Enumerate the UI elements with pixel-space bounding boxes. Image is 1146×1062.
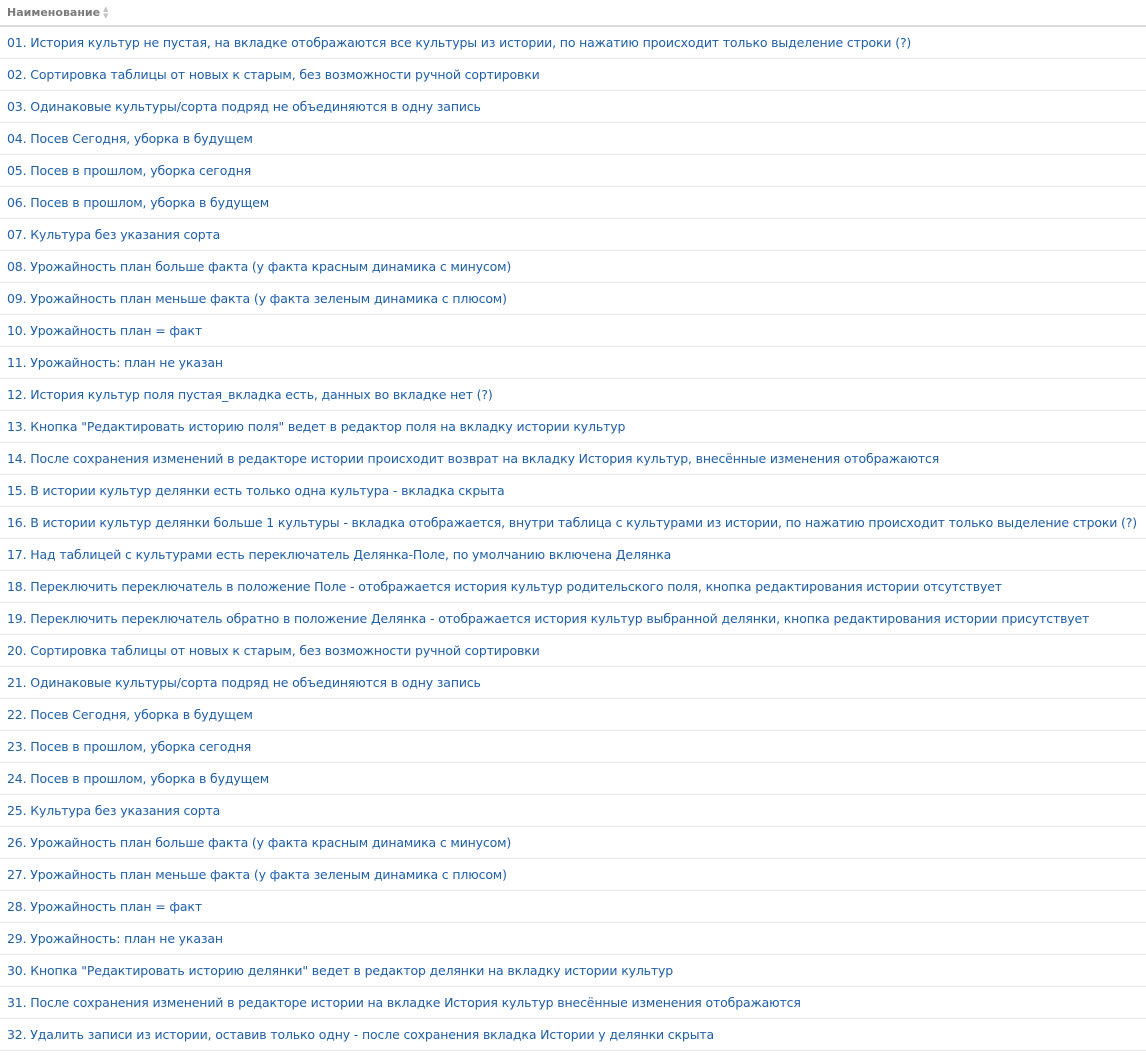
test-case-link[interactable]: 13. Кнопка "Редактировать историю поля" ведет в редактор поля на вкладку истории культур: [7, 419, 626, 434]
table-row[interactable]: [0, 443, 1146, 475]
test-case-link[interactable]: 30. Кнопка "Редактировать историю делянки" ведет в редактор делянки на вкладку истории культур: [7, 963, 674, 978]
table-row[interactable]: [0, 1019, 1146, 1051]
table-row[interactable]: [0, 635, 1146, 667]
test-case-link[interactable]: 28. Урожайность план = факт: [7, 899, 202, 914]
test-case-link[interactable]: 02. Сортировка таблицы от новых к старым, без возможности ручной сортировки: [7, 67, 540, 82]
test-case-link[interactable]: 21. Одинаковые культуры/сорта подряд не объединяются в одну запись: [7, 675, 481, 690]
table-row[interactable]: [0, 667, 1146, 699]
table-row[interactable]: [0, 219, 1146, 251]
table-row[interactable]: [0, 27, 1146, 59]
test-case-link[interactable]: 09. Урожайность план меньше факта (у факта зеленым динамика с плюсом): [7, 291, 507, 306]
table-row[interactable]: [0, 251, 1146, 283]
test-case-link[interactable]: 22. Посев Сегодня, уборка в будущем: [7, 707, 253, 722]
table-row[interactable]: [0, 987, 1146, 1019]
test-case-link[interactable]: 04. Посев Сегодня, уборка в будущем: [7, 131, 253, 146]
table-header: [0, 0, 1146, 27]
test-case-link[interactable]: 19. Переключить переключатель обратно в положение Делянка - отображается история культур выбранной делянки, кнопка редактирования истории присутствует: [7, 611, 1090, 626]
test-case-link[interactable]: 15. В истории культур делянки есть только одна культура - вкладка скрыта: [7, 483, 505, 498]
test-case-link[interactable]: 17. Над таблицей с культурами есть переключатель Делянка-Поле, по умолчанию включена Делянка: [7, 547, 672, 562]
column-header-name[interactable]: Наименование: [7, 6, 101, 19]
test-case-link[interactable]: 23. Посев в прошлом, уборка сегодня: [7, 739, 252, 754]
table-row[interactable]: [0, 731, 1146, 763]
table-row[interactable]: [0, 123, 1146, 155]
table-row[interactable]: [0, 411, 1146, 443]
test-case-link[interactable]: 05. Посев в прошлом, уборка сегодня: [7, 163, 252, 178]
test-case-link[interactable]: 07. Культура без указания сорта: [7, 227, 221, 242]
test-case-link[interactable]: 29. Урожайность: план не указан: [7, 931, 223, 946]
sort-icon[interactable]: ▲ ▼: [103, 4, 109, 20]
test-case-link[interactable]: 11. Урожайность: план не указан: [7, 355, 223, 370]
test-case-link[interactable]: 01. История культур не пустая, на вкладке отображаются все культуры из истории, по нажатию происходит только выделение строки (?): [7, 35, 912, 50]
table-row[interactable]: [0, 379, 1146, 411]
test-case-link[interactable]: 10. Урожайность план = факт: [7, 323, 202, 338]
test-case-link[interactable]: 14. После сохранения изменений в редакторе истории происходит возврат на вкладку История культур, внесённые изменения отображаются: [7, 451, 940, 466]
table-row[interactable]: [0, 699, 1146, 731]
table-row[interactable]: [0, 475, 1146, 507]
table-row[interactable]: [0, 763, 1146, 795]
test-case-link[interactable]: 32. Удалить записи из истории, оставив только одну - после сохранения вкладка Истории у делянки скрыта: [7, 1027, 715, 1042]
test-case-link[interactable]: 06. Посев в прошлом, уборка в будущем: [7, 195, 270, 210]
table-row[interactable]: [0, 347, 1146, 379]
test-case-link[interactable]: 20. Сортировка таблицы от новых к старым, без возможности ручной сортировки: [7, 643, 540, 658]
test-case-link[interactable]: 18. Переключить переключатель в положение Поле - отображается история культур родительского поля, кнопка редактирования истории отсутствует: [7, 579, 1002, 594]
table-row[interactable]: [0, 187, 1146, 219]
table-row[interactable]: [0, 923, 1146, 955]
test-case-link[interactable]: 25. Культура без указания сорта: [7, 803, 221, 818]
test-case-link[interactable]: 08. Урожайность план больше факта (у факта красным динамика с минусом): [7, 259, 512, 274]
table-row[interactable]: [0, 859, 1146, 891]
test-case-link[interactable]: 24. Посев в прошлом, уборка в будущем: [7, 771, 270, 786]
table-row[interactable]: [0, 539, 1146, 571]
table-body: [0, 27, 1146, 1051]
test-case-link[interactable]: 31. После сохранения изменений в редакторе истории на вкладке История культур внесённые изменения отображаются: [7, 995, 801, 1010]
table-row[interactable]: [0, 59, 1146, 91]
test-case-link[interactable]: 26. Урожайность план больше факта (у факта красным динамика с минусом): [7, 835, 512, 850]
table-row[interactable]: [0, 795, 1146, 827]
test-case-link[interactable]: 27. Урожайность план меньше факта (у факта зеленым динамика с плюсом): [7, 867, 507, 882]
table-row[interactable]: [0, 315, 1146, 347]
table-row[interactable]: [0, 603, 1146, 635]
table-row[interactable]: [0, 955, 1146, 987]
table-row[interactable]: [0, 91, 1146, 123]
test-case-link[interactable]: 16. В истории культур делянки больше 1 культуры - вкладка отображается, внутри таблица с культурами из истории, по нажатию происходит только выделение строки (?): [7, 515, 1137, 530]
table-row[interactable]: [0, 891, 1146, 923]
table-row[interactable]: [0, 571, 1146, 603]
table-row[interactable]: [0, 155, 1146, 187]
table-row[interactable]: [0, 507, 1146, 539]
table-row[interactable]: [0, 827, 1146, 859]
test-case-link[interactable]: 12. История культур поля пустая_вкладка есть, данных во вкладке нет (?): [7, 387, 493, 402]
table-row[interactable]: [0, 283, 1146, 315]
test-case-link[interactable]: 03. Одинаковые культуры/сорта подряд не объединяются в одну запись: [7, 99, 481, 114]
